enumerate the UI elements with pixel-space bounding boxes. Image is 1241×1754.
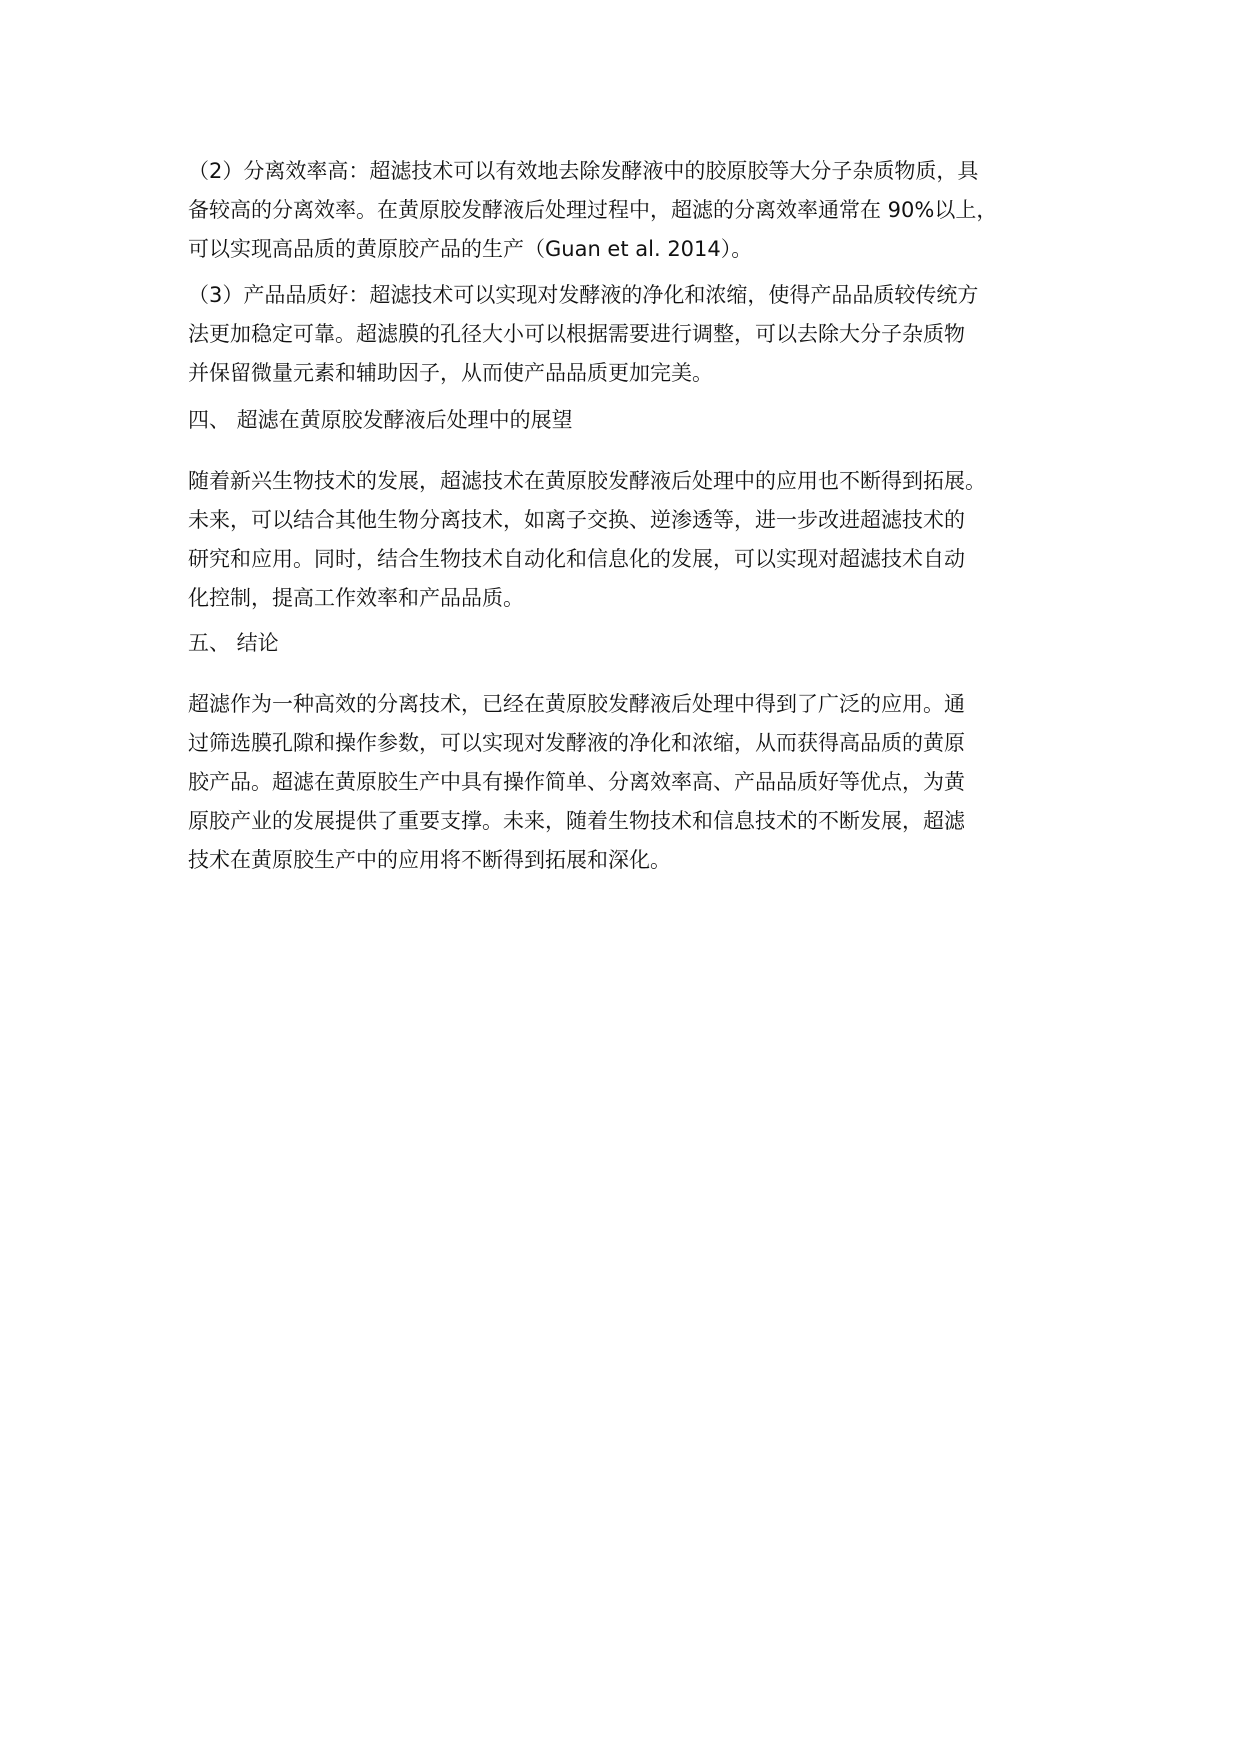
paragraph-conclusion bbox=[188, 685, 1088, 880]
text-line: 化控制，提高工作效率和产品品质。 bbox=[188, 586, 524, 610]
section-heading-conclusion: 五、 结论 bbox=[188, 631, 279, 655]
paragraph-outlook bbox=[188, 462, 1088, 618]
text-line: 原胶产业的发展提供了重要支撑。未来，随着生物技术和信息技术的不断发展，超滤 bbox=[188, 809, 965, 833]
text-line: 法更加稳定可靠。超滤膜的孔径大小可以根据需要进行调整，可以去除大分子杂质物 bbox=[188, 322, 965, 346]
text-line: 未来，可以结合其他生物分离技术，如离子交换、逆渗透等，进一步改进超滤技术的 bbox=[188, 508, 965, 532]
text-line: 胶产品。超滤在黄原胶生产中具有操作简单、分离效率高、产品品质好等优点，为黄 bbox=[188, 770, 965, 794]
text-line: 超滤作为一种高效的分离技术，已经在黄原胶发酵液后处理中得到了广泛的应用。通 bbox=[188, 692, 965, 716]
text-line: 研究和应用。同时，结合生物技术自动化和信息化的发展，可以实现对超滤技术自动 bbox=[188, 547, 965, 571]
section-heading-outlook: 四、 超滤在黄原胶发酵液后处理中的展望 bbox=[188, 408, 573, 432]
text-line: （2）分离效率高：超滤技术可以有效地去除发酵液中的胶原胶等大分子杂质物质，具 bbox=[188, 159, 979, 183]
text-line: 可以实现高品质的黄原胶产品的生产（Guan et al. 2014）。 bbox=[188, 237, 753, 261]
text-line: 并保留微量元素和辅助因子，从而使产品品质更加完美。 bbox=[188, 361, 713, 385]
text-line: 随着新兴生物技术的发展，超滤技术在黄原胶发酵液后处理中的应用也不断得到拓展。 bbox=[188, 469, 986, 493]
text-line: 技术在黄原胶生产中的应用将不断得到拓展和深化。 bbox=[188, 848, 671, 872]
paragraph-separation-efficiency bbox=[188, 152, 1088, 269]
paragraph-product-quality bbox=[188, 276, 1088, 393]
text-line: 备较高的分离效率。在黄原胶发酵液后处理过程中，超滤的分离效率通常在 90%以上， bbox=[188, 198, 998, 222]
text-line: 过筛选膜孔隙和操作参数，可以实现对发酵液的净化和浓缩，从而获得高品质的黄原 bbox=[188, 731, 965, 755]
text-line: （3）产品品质好：超滤技术可以实现对发酵液的净化和浓缩，使得产品品质较传统方 bbox=[188, 283, 979, 307]
